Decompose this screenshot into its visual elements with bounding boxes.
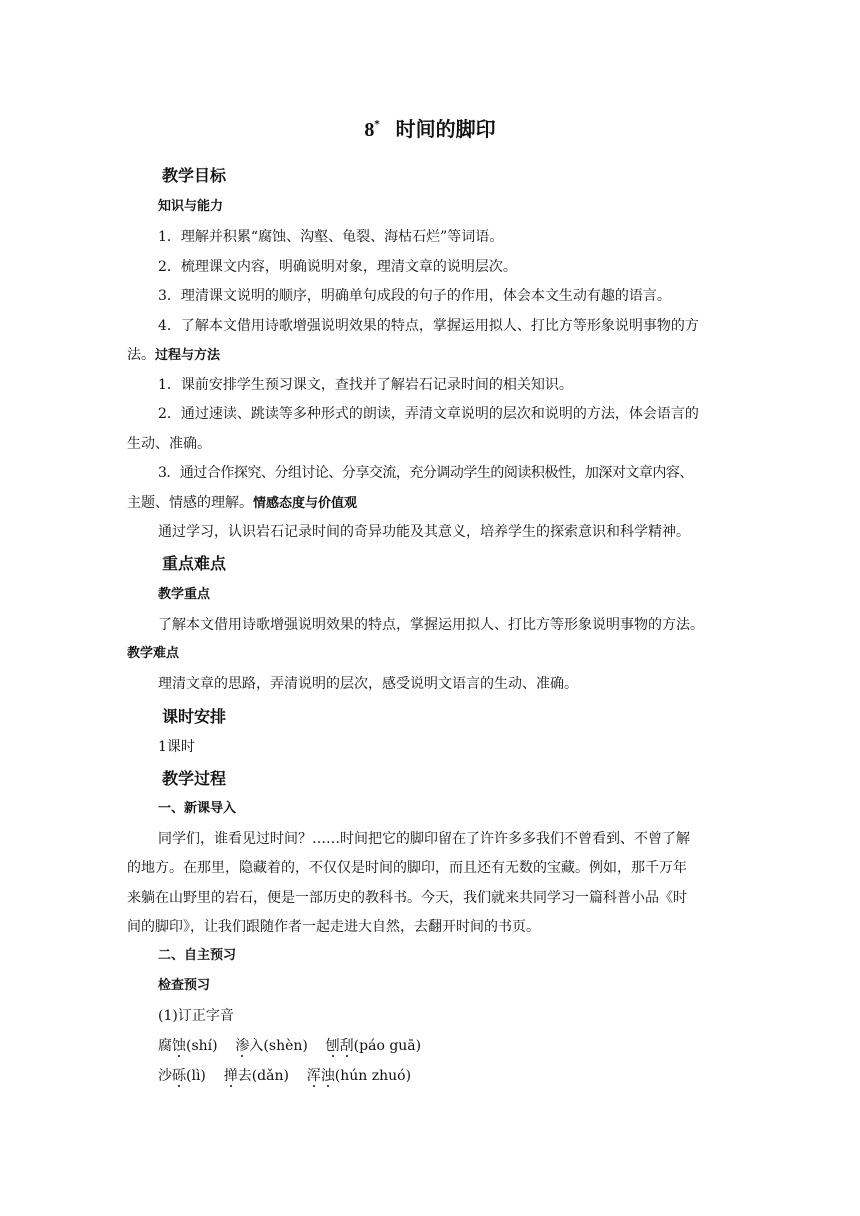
goal-k1: 1．理解并积累“腐蚀、沟壑、龟裂、海枯石烂”等词语。 [158, 229, 504, 245]
section-heading-key: 重点难点 [162, 554, 227, 573]
intro-line1: 同学们，谁看见过时间？……时间把它的脚印留在了许许多多我们不曾看到、不曾了解 [158, 831, 690, 847]
focus-text: 了解本文借用诗歌增强说明效果的特点，掌握运用拟人、打比方等形象说明事物的方法。 [158, 617, 704, 633]
goal-p3-line1: 3．通过合作探究、分组讨论、分享交流，充分调动学生的阅读积极性，加深对文章内容、 [158, 465, 693, 481]
subheading-emotion: 情感态度与价值观 [253, 496, 358, 511]
word-4: 沙砾(lì) [158, 1068, 206, 1084]
hours-text: 1课时 [158, 739, 195, 755]
star-mark: * [374, 119, 380, 130]
subheading-step1: 一、新课导入 [158, 801, 237, 816]
goal-k4-cont [127, 345, 735, 366]
goal-k3: 3．理清课文说明的顺序，明确单句成段的句子的作用，体会本文生动有趣的语言。 [158, 288, 671, 304]
lesson-title: 时间的脚印 [395, 117, 496, 141]
goal-p3-cont [127, 493, 735, 514]
intro-line4: 间的脚印》，让我们跟随作者一起走进大自然，去翻开时间的书页。 [127, 919, 540, 935]
section-heading-goals: 教学目标 [162, 166, 227, 185]
goal-p1: 1．课前安排学生预习课文，查找并了解岩石记录时间的相关知识。 [158, 377, 573, 393]
intro-line2: 的地方。在那里，隐藏着的，不仅仅是时间的脚印，而且还有无数的宝藏。例如，那千万年 [127, 860, 687, 876]
goal-k2: 2．梳理课文内容，明确说明对象，理清文章的说明层次。 [158, 259, 517, 275]
subheading-difficulty: 教学难点 [127, 646, 180, 661]
goal-p2-line1: 2．通过速读、跳读等多种形式的朗读，弄清文章说明的层次和说明的方法，体会语言的 [158, 406, 699, 422]
word-5: 掸去(dǎn) [223, 1068, 289, 1084]
subheading-step2: 二、自主预习 [158, 948, 237, 963]
goal-k4-line1: 4．了解本文借用诗歌增强说明效果的特点，掌握运用拟人、打比方等形象说明事物的方 [158, 318, 699, 334]
goal-p2-line2: 生动、准确。 [127, 436, 211, 452]
goal-k4 [127, 316, 735, 336]
subheading-knowledge: 知识与能力 [158, 199, 224, 214]
section-heading-hours: 课时安排 [162, 707, 227, 726]
goal-k4-line2: 法。 [127, 347, 155, 363]
goal-e1: 通过学习，认识岩石记录时间的奇异功能及其意义，培养学生的探索意识和科学精神。 [158, 524, 690, 540]
sub-heading-pronunciation: (1)订正字音 [158, 1008, 234, 1024]
page-title [0, 111, 860, 144]
pronunciation-row-2 [127, 1066, 735, 1086]
goal-p3-line2: 主题、情感的理解。 [127, 495, 253, 511]
intro-line3: 来躺在山野里的岩石，便是一部历史的教科书。今天，我们就来共同学习一篇科普小品《时 [127, 890, 687, 906]
word-1: 腐蚀(shí) [158, 1038, 218, 1054]
difficulty-text: 理清文章的思路，弄清说明的层次，感受说明文语言的生动、准确。 [158, 676, 578, 692]
lesson-number: 8 [364, 119, 375, 141]
subheading-focus: 教学重点 [158, 587, 211, 602]
section-heading-process: 教学过程 [162, 769, 227, 788]
word-2: 渗入(shèn) [235, 1038, 308, 1054]
pronunciation-row-1 [127, 1036, 735, 1056]
subheading-check: 检查预习 [158, 978, 211, 993]
subheading-process: 过程与方法 [155, 348, 221, 363]
word-3: 刨刮(páo guā) [325, 1038, 422, 1054]
word-6: 浑浊(hún zhuó) [306, 1068, 412, 1084]
